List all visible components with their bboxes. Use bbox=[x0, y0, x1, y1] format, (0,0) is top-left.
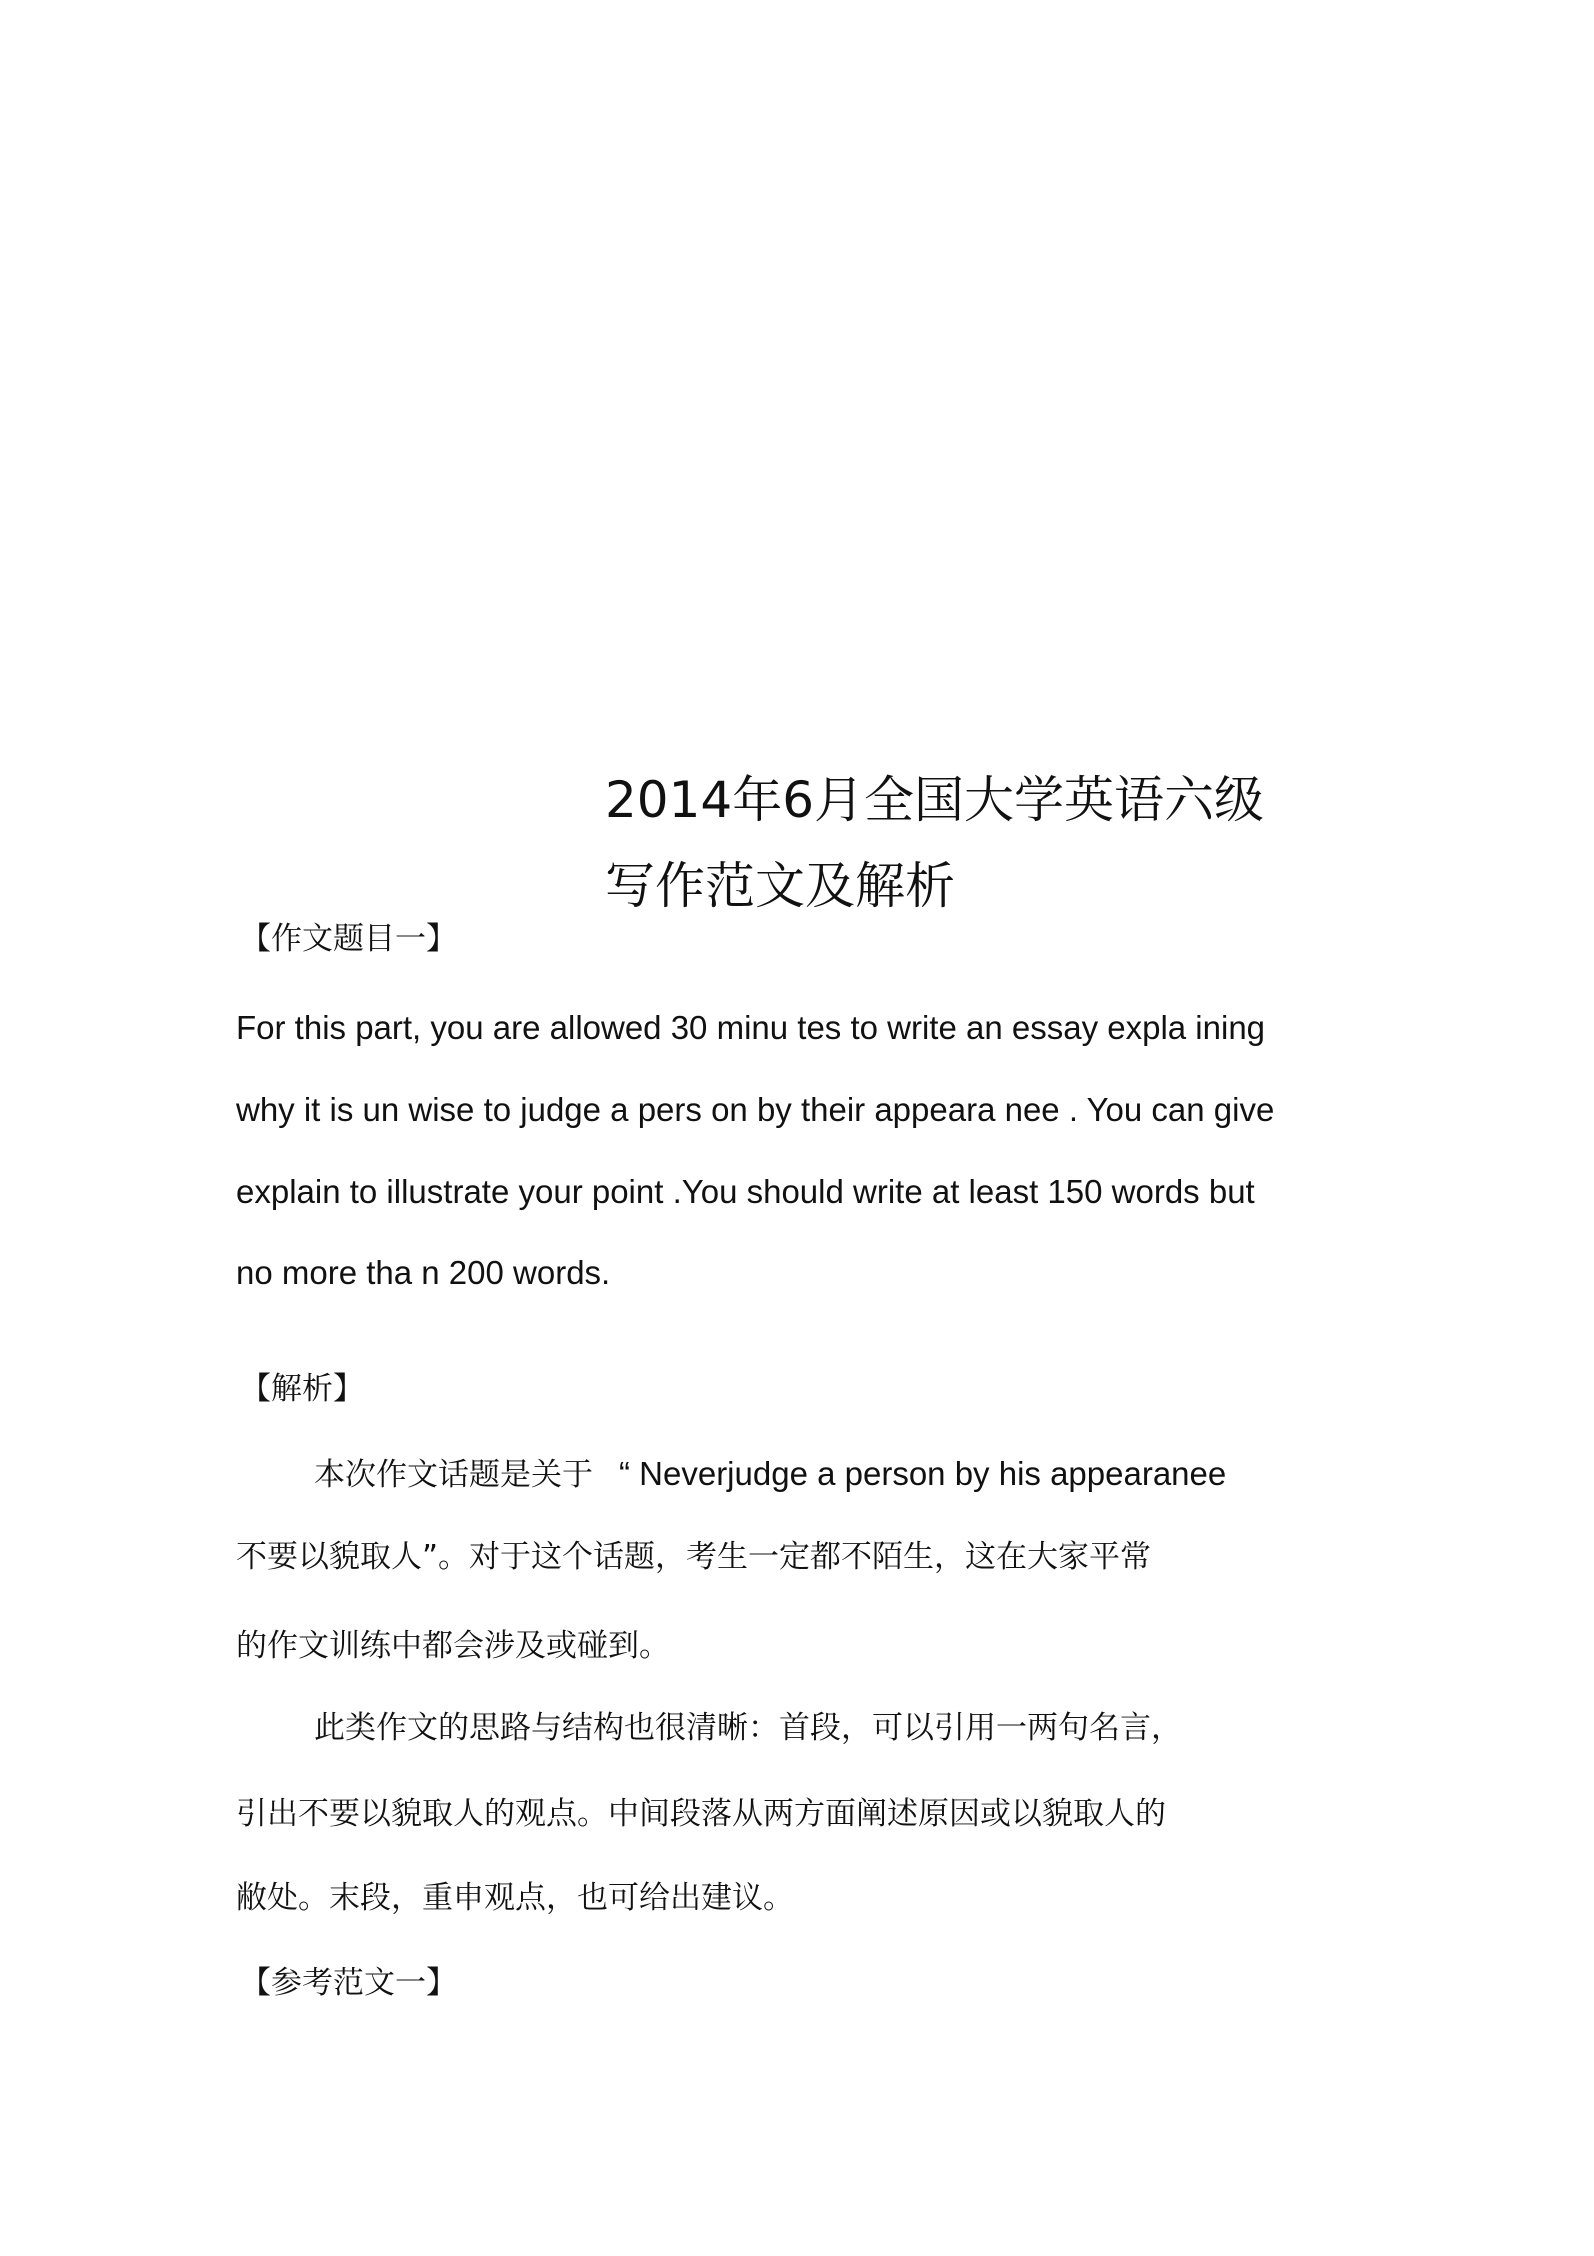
section-heading-analysis: 【解析】 bbox=[240, 1371, 364, 1407]
analysis-p2-line-2: 引出不要以貌取人的观点。中间段落从两方面阐述原因或以貌取人的 bbox=[236, 1796, 1166, 1832]
analysis-p2-line-1: 此类作文的思路与结构也很清晰：首段，可以引用一两句名言， bbox=[314, 1710, 1182, 1746]
document-title-line-2: 写作范文及解析 bbox=[605, 857, 955, 915]
prompt-line-3: explain to illustrate your point .You should write at least 150 words but bbox=[236, 1173, 1255, 1210]
analysis-p1-line-1-zh: 本次作文话题是关于 bbox=[314, 1457, 593, 1493]
prompt-line-2: why it is un wise to judge a pers on by their appeara nee . You can give bbox=[236, 1091, 1275, 1128]
document-title-line-1: 2014年6月全国大学英语六级 bbox=[605, 771, 1265, 829]
section-heading-sample-essay: 【参考范文一】 bbox=[240, 1965, 457, 2001]
section-heading-essay-topic: 【作文题目一】 bbox=[240, 921, 457, 957]
prompt-line-4: no more tha n 200 words. bbox=[236, 1254, 611, 1291]
analysis-p1-line-1 bbox=[314, 1454, 1226, 1495]
analysis-p2-line-3: 敝处。末段，重申观点，也可给出建议。 bbox=[236, 1880, 794, 1916]
analysis-p1-line-3: 的作文训练中都会涉及或碰到。 bbox=[236, 1628, 670, 1664]
analysis-p1-line-2: 不要以貌取人”。对于这个话题，考生一定都不陌生，这在大家平常 bbox=[236, 1539, 1152, 1575]
prompt-line-1: For this part, you are allowed 30 minu tes to write an essay expla ining bbox=[236, 1009, 1266, 1046]
analysis-p1-line-1-en: “ Neverjudge a person by his appearanee bbox=[619, 1455, 1227, 1492]
